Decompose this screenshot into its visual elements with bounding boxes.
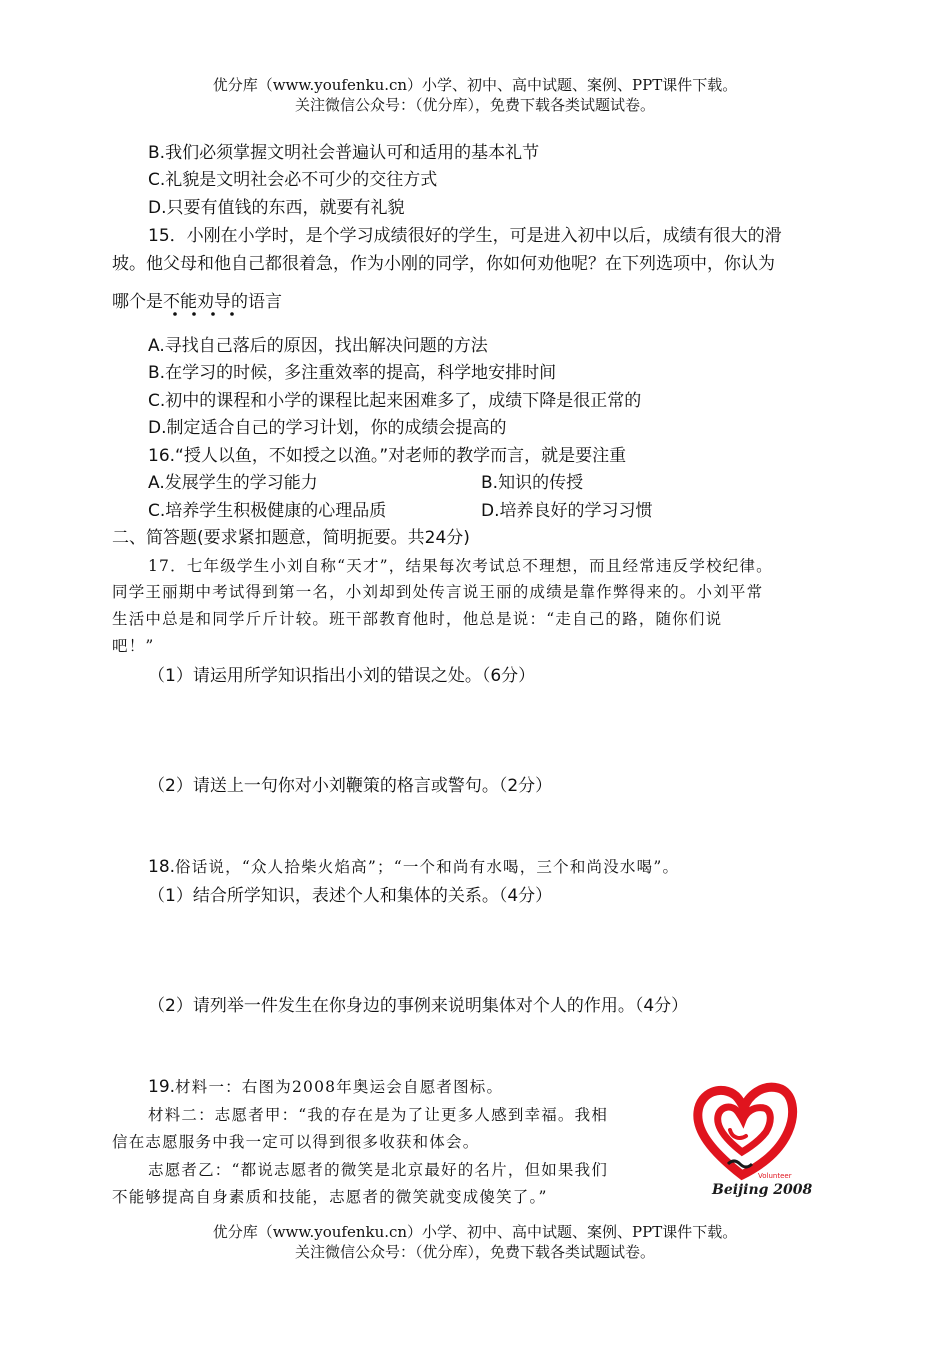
q15-option-c: C.初中的课程和小学的课程比起来困难多了，成绩下降是很正常的 — [148, 391, 642, 411]
logo-heart-outer — [698, 1087, 793, 1175]
q19-number: 19. — [148, 1077, 176, 1097]
q14-option-c: C.礼貌是文明社会必不可少的交往方式 — [148, 170, 438, 190]
logo-swirl — [730, 1130, 746, 1138]
page-header-line-1: 优分库（www.youfenku.cn）小学、初中、高中试题、案例、PPT课件下载。 — [212, 76, 738, 94]
q19-material-1-text: 材料一：右图为2008年奥运会自愿者图标。 — [175, 1078, 504, 1096]
q18-stem-text: 俗话说，“众人拾柴火焰高”；“一个和尚有水喝，三个和尚没水喝”。 — [175, 858, 680, 876]
q15-option-a: A.寻找自己落后的原因，找出解决问题的方法 — [148, 336, 488, 356]
q19-material-3-line-1: 志愿者乙：“都说志愿者的微笑是北京最好的名片，但如果我们 — [148, 1161, 609, 1179]
emphasis-dots — [170, 310, 240, 318]
q14-option-d: D.只要有值钱的东西，就要有礼貌 — [148, 198, 405, 218]
q16-option-b: B.知识的传授 — [481, 473, 584, 493]
q18-subquestion-2: （2）请列举一件发生在你身边的事例来说明集体对个人的作用。（4分） — [148, 996, 689, 1016]
q19-material-2-line-2: 信在志愿服务中我一定可以得到很多收获和体会。 — [112, 1133, 480, 1151]
logo-volunteer-text: Volunteer — [758, 1172, 792, 1180]
q14-option-b: B.我们必须掌握文明社会普遍认可和适用的基本礼节 — [148, 143, 540, 163]
logo-beijing-text: Beijing 2008 — [712, 1182, 813, 1198]
logo-heart-inner — [718, 1107, 771, 1152]
q17-stem-line-1: 17．七年级学生小刘自称“天才”，结果每次考试总不理想，而且经常违反学校纪律。 — [148, 557, 773, 575]
q16-stem: 16.“授人以鱼，不如授之以渔。”对老师的教学而言，就是要注重 — [148, 446, 627, 466]
q19-material-2-line-1: 材料二：志愿者甲：“我的存在是为了让更多人感到幸福。我相 — [148, 1106, 609, 1124]
q19-material-3-line-2: 不能够提高自身素质和技能，志愿者的微笑就变成傻笑了。” — [112, 1188, 548, 1206]
q16-options-row-2 — [148, 499, 653, 523]
q16-options-row-1 — [148, 471, 584, 495]
page-footer-line-2: 关注微信公众号：（优分库），免费下载各类试题试卷。 — [294, 1243, 655, 1261]
q17-subquestion-2: （2）请送上一句你对小刘鞭策的格言或警句。（2分） — [148, 776, 553, 796]
q15-stem-line-1: 15．小刚在小学时，是个学习成绩很好的学生，可是进入初中以后，成绩有很大的滑 — [148, 226, 782, 246]
q16-option-a: A.发展学生的学习能力 — [148, 473, 318, 493]
q17-stem-line-2: 同学王丽期中考试得到第一名，小刘却到处传言说王丽的成绩是靠作弊得来的。小刘平常 — [112, 583, 764, 601]
q16-option-d: D.培养良好的学习习惯 — [481, 501, 653, 521]
q17-stem-line-3: 生活中总是和同学斤斤计较。班干部教育他时，他总是说：“走自己的路，随你们说 — [112, 610, 723, 628]
q15-stem-line-3: 哪个是不能劝导的语言 — [112, 292, 282, 312]
q16-option-c: C.培养学生积极健康的心理品质 — [148, 501, 387, 521]
q19-material-1 — [148, 1075, 503, 1099]
q17-stem-line-4: 吧！” — [112, 637, 155, 655]
q15-option-b: B.在学习的时候，多注重效率的提高，科学地安排时间 — [148, 363, 557, 383]
q18-number: 18. — [148, 857, 176, 877]
beijing-2008-volunteer-logo — [692, 1080, 813, 1202]
q18-subquestion-1: （1）结合所学知识，表述个人和集体的关系。（4分） — [148, 886, 553, 906]
section-2-title: 二、简答题(要求紧扣题意，简明扼要。共24分) — [112, 528, 470, 548]
q18-stem — [148, 855, 679, 879]
q15-stem-line-2: 坡。他父母和他自己都很着急，作为小刚的同学，你如何劝他呢？在下列选项中，你认为 — [112, 254, 775, 274]
page-footer-line-1: 优分库（www.youfenku.cn）小学、初中、高中试题、案例、PPT课件下载。 — [212, 1223, 738, 1241]
q15-option-d: D.制定适合自己的学习计划，你的成绩会提高的 — [148, 418, 507, 438]
q17-subquestion-1: （1）请运用所学知识指出小刘的错误之处。（6分） — [148, 666, 536, 686]
page-header-line-2: 关注微信公众号：（优分库），免费下载各类试题试卷。 — [294, 96, 655, 114]
